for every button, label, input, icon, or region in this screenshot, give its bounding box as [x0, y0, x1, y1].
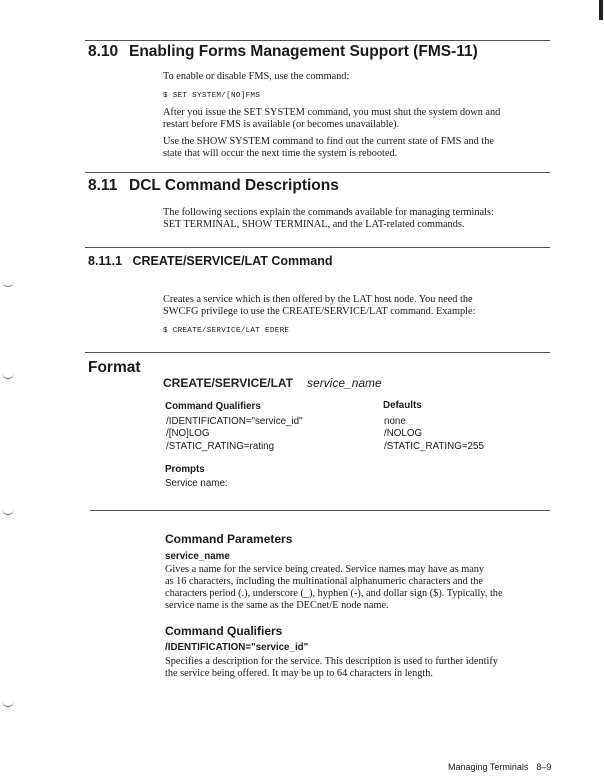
line: Use the SHOW SYSTEM command to find out the current state of FMS and the — [163, 136, 494, 147]
line: SET TERMINAL, SHOW TERMINAL, and the LAT-related commands. — [163, 219, 465, 230]
prompt: Service name: — [165, 478, 228, 489]
paragraph — [163, 136, 494, 160]
line: restart before FMS is available (or becomes unavailable). — [163, 119, 400, 130]
paragraph — [163, 207, 494, 231]
paragraph — [163, 107, 500, 131]
margin-mark — [2, 372, 14, 379]
line: After you issue the SET SYSTEM command, you must shut the system down and — [163, 107, 501, 118]
section-title: DCL Command Descriptions — [129, 177, 339, 194]
qualifiers-heading: Command Qualifiers — [165, 624, 283, 638]
divider — [85, 247, 550, 248]
section-number: 8.10 — [88, 43, 119, 60]
parameters-heading: Command Parameters — [165, 532, 293, 546]
page-footer — [448, 761, 551, 773]
section-heading — [88, 43, 478, 61]
line: Specifies a description for the service. This description is used to further identify — [165, 656, 498, 667]
parameter-name: service_name — [307, 376, 382, 390]
section-heading — [88, 177, 339, 195]
page-number: 8–9 — [536, 762, 552, 772]
line: SWCFG privilege to use the CREATE/SERVICE/LAT command. Example: — [163, 306, 476, 317]
section-title: Enabling Forms Management Support (FMS-11) — [129, 43, 478, 60]
margin-mark — [2, 700, 14, 707]
line: characters period (.), underscore (_), hyphen (-), and dollar sign ($). Typically, the — [165, 588, 503, 599]
default: /STATIC_RATING=255 — [384, 440, 484, 452]
section-number: 8.11 — [88, 177, 118, 194]
command-name: CREATE/SERVICE/LAT — [163, 376, 294, 390]
line: Gives a name for the service being created. Service names may have as many — [165, 564, 485, 575]
divider — [85, 172, 550, 173]
paragraph — [165, 564, 503, 612]
line: state that will occur the next time the system is rebooted. — [163, 148, 398, 159]
qualifier-name: /IDENTIFICATION="service_id" — [165, 642, 309, 653]
defaults-list — [384, 416, 484, 453]
default: /NOLOG — [384, 428, 423, 440]
footer-label: Managing Terminals — [448, 762, 529, 772]
subsection-heading: 8.11.1 CREATE/SERVICE/LAT Command — [88, 254, 333, 268]
scan-mark — [599, 0, 603, 20]
qualifiers-header: Command Qualifiers — [165, 401, 261, 412]
format-line — [163, 376, 382, 390]
paragraph — [165, 656, 498, 680]
line: as 16 characters, including the multinational alphanumeric characters and the — [165, 576, 483, 587]
qualifier-list — [166, 416, 303, 453]
divider — [85, 352, 550, 353]
line: The following sections explain the commands available for managing terminals: — [163, 207, 494, 218]
format-heading: Format — [88, 359, 141, 376]
paragraph — [163, 294, 475, 318]
qualifier: /[NO]LOG — [166, 428, 210, 440]
line: service name is the same as the DECnet/E node name. — [165, 600, 389, 611]
margin-mark — [2, 508, 14, 515]
line: the service being offered. It may be up to 64 characters in length. — [165, 668, 434, 679]
defaults-header: Defaults — [383, 400, 422, 411]
divider — [85, 40, 550, 41]
parameter-name: service_name — [165, 551, 230, 562]
divider — [90, 510, 550, 511]
code-example: $ CREATE/SERVICE/LAT EDERE — [163, 327, 290, 335]
code-example: $ SET SYSTEM/[NO]FMS — [163, 92, 261, 100]
paragraph: To enable or disable FMS, use the command: — [163, 71, 350, 82]
line: Creates a service which is then offered by the LAT host node. You need the — [163, 294, 473, 305]
default: none — [384, 416, 406, 427]
margin-mark — [2, 280, 14, 287]
qualifier: /IDENTIFICATION="service_id" — [166, 416, 303, 427]
prompts-header: Prompts — [165, 464, 205, 475]
qualifier: /STATIC_RATING=rating — [166, 440, 275, 452]
